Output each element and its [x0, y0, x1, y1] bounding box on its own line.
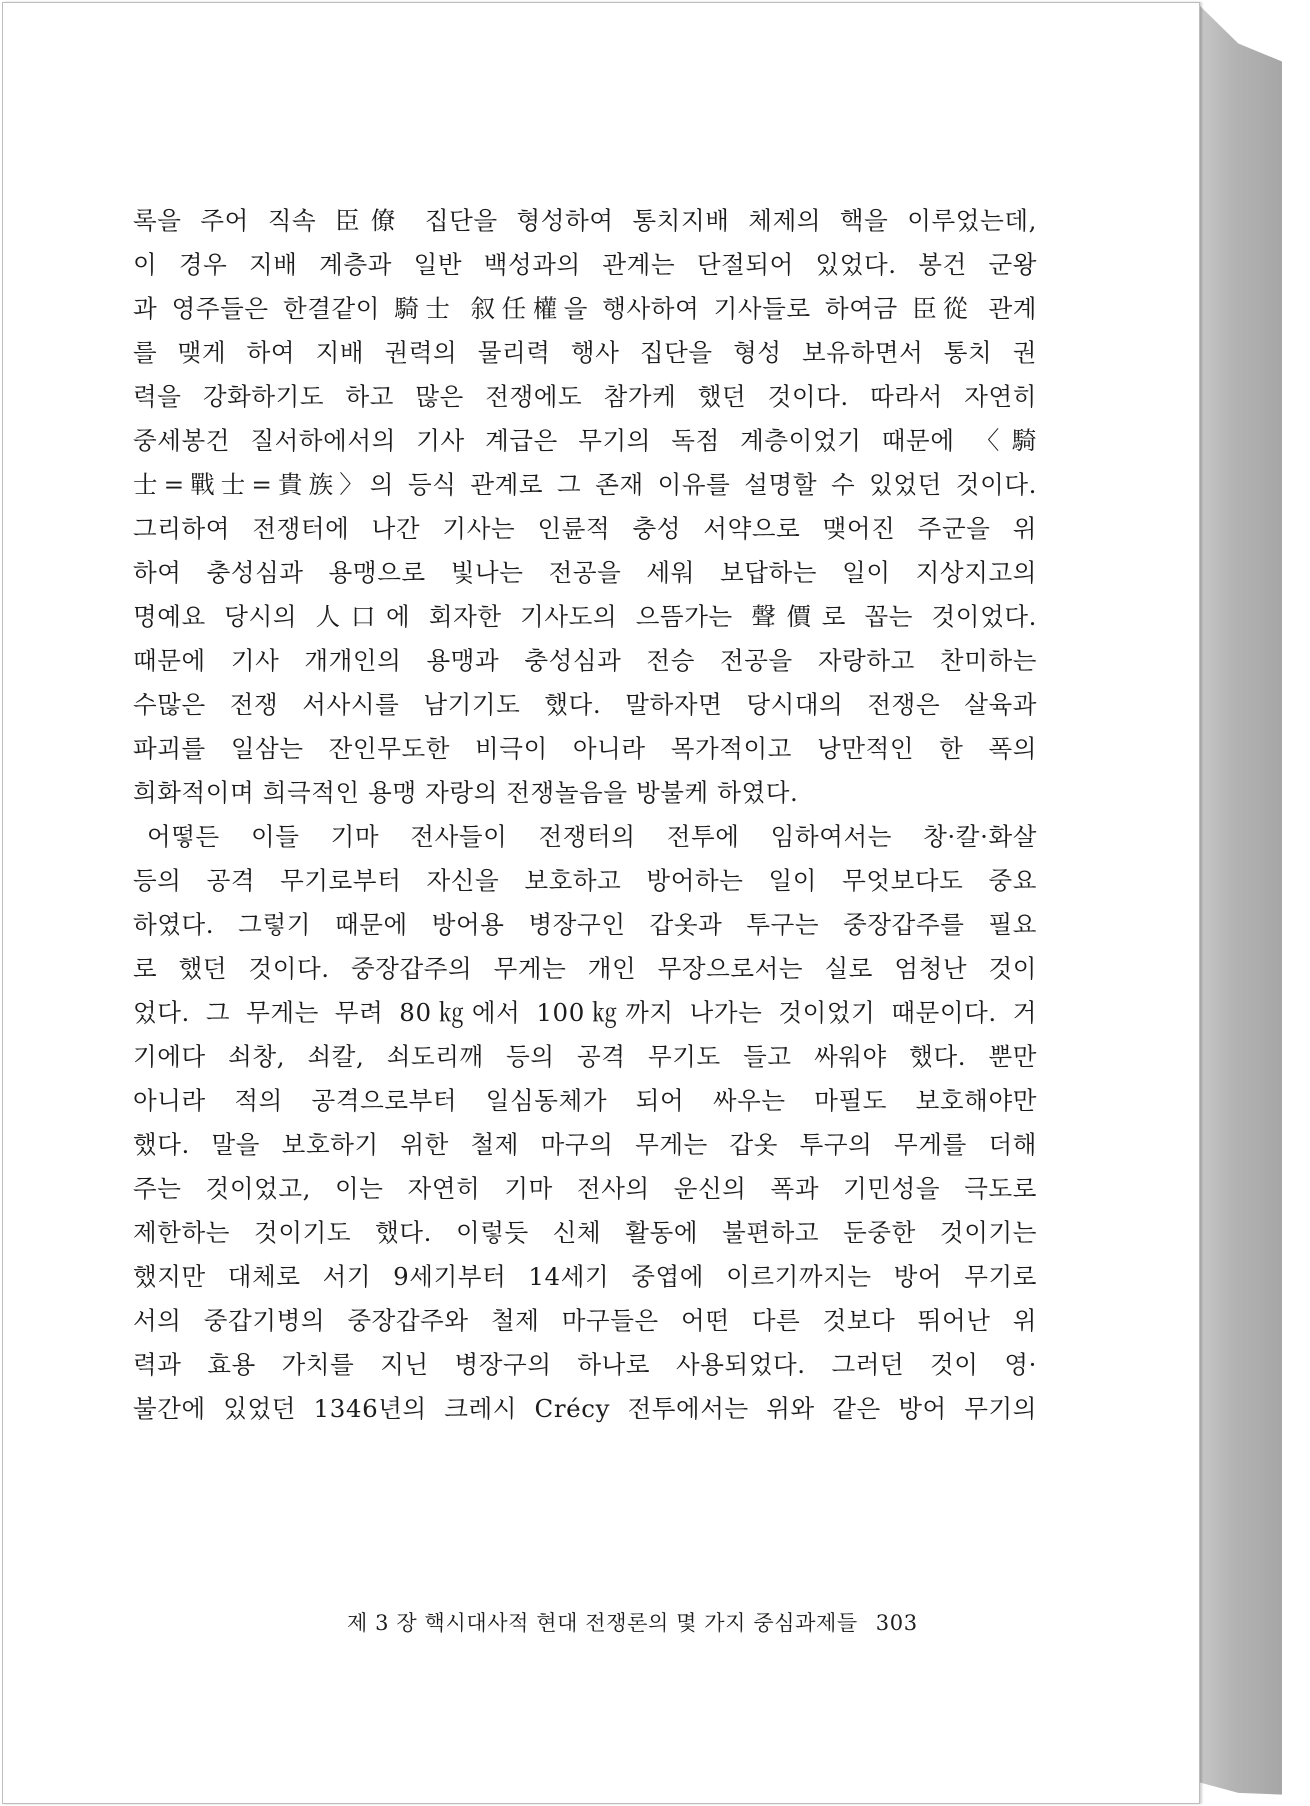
- text-line: 그리하여 전쟁터에 나간 기사는 인륜적 충성 서약으로 맺어진 주군을 위: [133, 514, 1037, 543]
- text-line: 하여 충성심과 용맹으로 빛나는 전공을 세워 보답하는 일이 지상지고의: [133, 558, 1037, 587]
- text-line: 었다. 그 무게는 무려 80㎏에서 100㎏까지 나가는 것이었기 때문이다. 거: [133, 998, 1037, 1027]
- text-line: 했다. 말을 보호하기 위한 철제 마구의 무게는 갑옷 투구의 무게를 더해: [133, 1130, 1037, 1159]
- text-line: 아니라 적의 공격으로부터 일심동체가 되어 싸우는 마필도 보호해야만: [133, 1086, 1037, 1115]
- text-line: 등의 공격 무기로부터 자신을 보호하고 방어하는 일이 무엇보다도 중요: [133, 866, 1037, 895]
- text-line: 주는 것이었고, 이는 자연히 기마 전사의 운신의 폭과 기민성을 극도로: [133, 1174, 1037, 1203]
- page-footer: [347, 1603, 918, 1643]
- text-line: 기에다 쇠창, 쇠칼, 쇠도리깨 등의 공격 무기도 들고 싸워야 했다. 뿐만: [133, 1042, 1037, 1071]
- text-line: 록을 주어 직속 臣僚 집단을 형성하여 통치지배 체제의 핵을 이루었는데,: [133, 206, 1037, 235]
- text-line: 서의 중갑기병의 중장갑주와 철제 마구들은 어떤 다른 것보다 뛰어난 위: [133, 1306, 1037, 1335]
- text-line: 력과 효용 가치를 지닌 병장구의 하나로 사용되었다. 그러던 것이 영·: [133, 1350, 1037, 1379]
- text-line: 력을 강화하기도 하고 많은 전쟁에도 참가케 했던 것이다. 따라서 자연히: [133, 382, 1037, 411]
- text-line: 수많은 전쟁 서사시를 남기기도 했다. 말하자면 당시대의 전쟁은 살육과: [133, 690, 1037, 719]
- book-page-edge: [1198, 4, 1282, 1800]
- text-line: 때문에 기사 개개인의 용맹과 충성심과 전승 전공을 자랑하고 찬미하는: [133, 646, 1037, 675]
- paragraph-last-line: 희화적이며 희극적인 용맹 자랑의 전쟁놀음을 방불케 하였다.: [133, 778, 799, 807]
- text-line: 했지만 대체로 서기 9세기부터 14세기 중엽에 이르기까지는 방어 무기로: [133, 1262, 1037, 1291]
- body-text: [133, 199, 1037, 1431]
- text-line: 과 영주들은 한결같이 騎士 叙任權을 행사하여 기사들로 하여금 臣從 관계: [133, 294, 1037, 323]
- text-line: 제한하는 것이기도 했다. 이렇듯 신체 활동에 불편하고 둔중한 것이기는: [133, 1218, 1037, 1247]
- text-line: 하였다. 그렇기 때문에 방어용 병장구인 갑옷과 투구는 중장갑주를 필요: [133, 910, 1037, 939]
- text-line: 를 맺게 하여 지배 권력의 물리력 행사 집단을 형성 보유하면서 통치 권: [133, 338, 1037, 367]
- book-page: [2, 2, 1200, 1804]
- text-line: 이 경우 지배 계층과 일반 백성과의 관계는 단절되어 있었다. 봉건 군왕: [133, 250, 1037, 279]
- text-line: 로 했던 것이다. 중장갑주의 무게는 개인 무장으로서는 실로 엄청난 것이: [133, 954, 1037, 983]
- page-number: 303: [875, 1611, 918, 1635]
- running-head: 제 3 장 핵시대사적 현대 전쟁론의 몇 가지 중심과제들: [347, 1611, 858, 1635]
- paragraph-first-line: 어떻든 이들 기마 전사들이 전쟁터의 전투에 임하여서는 창·칼·화살: [147, 822, 1037, 851]
- text-line: 중세봉건 질서하에서의 기사 계급은 무기의 독점 계층이었기 때문에 〈騎: [133, 426, 1037, 455]
- text-line: 파괴를 일삼는 잔인무도한 비극이 아니라 목가적이고 낭만적인 한 폭의: [133, 734, 1037, 763]
- text-line: 불간에 있었던 1346년의 크레시 Crécy 전투에서는 위와 같은 방어 무기의: [133, 1394, 1037, 1423]
- text-line: 명예요 당시의 人口에 회자한 기사도의 으뜸가는 聲價로 꼽는 것이었다.: [133, 602, 1037, 631]
- text-line: 士=戰士=貴族〉의 등식 관계로 그 존재 이유를 설명할 수 있었던 것이다.: [133, 470, 1037, 499]
